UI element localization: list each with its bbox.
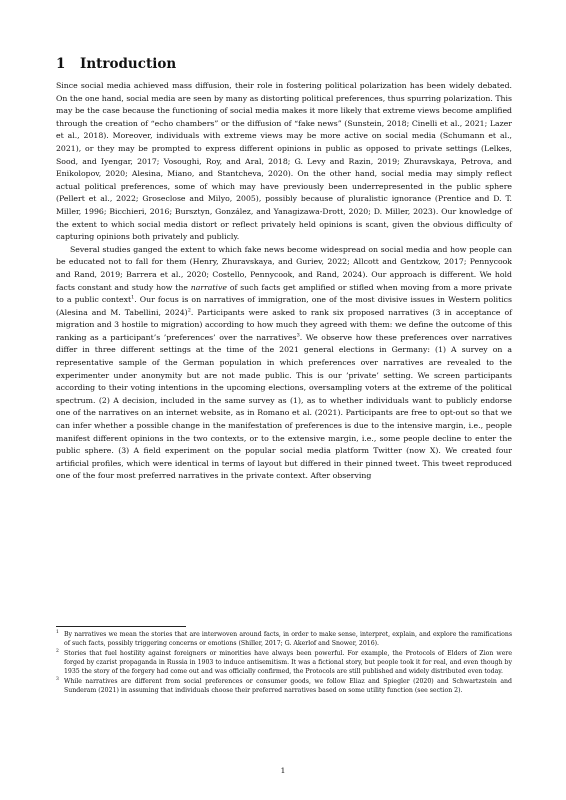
paragraph — [56, 244, 512, 483]
body-text — [56, 80, 512, 483]
footnote: 3 While narratives are different from social preferences or consumer goods, we follow Eliaz and Spiegler (2020) and Schwartzstein and Sunderam (2021) in assuming that individuals choose their preferred narratives based on some utility function (see section 2). — [56, 676, 512, 694]
section-number: 1 — [56, 56, 66, 72]
footnote: 2 Stories that fuel hostility against foreigners or minorities have always been powerful. For example, the Protocols of Elders of Zion were forged by czarist propaganda in Russia in 1903 to induce antisemitism. It was a fictional story, but people took it for real, and even though by 1935 the story of the forgery had come out and was officially confirmed, the Protocols are still published and widely distributed even today. — [56, 648, 512, 675]
footnote-ref: 3 — [296, 332, 300, 339]
footnote-text: Stories that fuel hostility against foreigners or minorities have always been powerful. For example, the Protocols of Elders of Zion were forged by czarist propaganda in Russia in 1903 to induce antisemitism. It was a fictional story, but people took it for real, and even though by 1935 the story of the forgery had come out and was officially confirmed, the Protocols are still published and widely distributed even today. — [64, 650, 512, 675]
paragraph — [56, 80, 512, 244]
text-run: . Our focus is on narratives of immigration, one of the most divisive issues in Western politics (Alesina and M. Tabellini, 2024) — [56, 295, 513, 317]
footnote: 1 By narratives we mean the stories that are interwoven around facts, in order to make sense, interpret, explain, and explore the ramifications of such facts, possibly triggering concerns or emotions (Shiller, 2017; G. Akerlof and Snower, 2016). — [56, 629, 512, 647]
footnote-divider — [56, 626, 186, 627]
footnote-ref: 1 — [131, 294, 135, 301]
text-run: . We observe how these preferences over narratives differ in three different settings at the time of the 2021 general elections in Germany: (1) A survey on a representative sample of the German population in which preferences over narratives are revealed to the experimenter under anonymity but are not made public. This is our ’private’ setting. We screen participants according to their voting intentions in the upcoming elections, oversampling voters at the extreme of the political spectrum. (2) A decision, included in the same survey as (1), as to whether individuals want to publicly endorse one of the narratives on an internet website, as in Romano et al. (2021). Participants are free to opt-out so that we can infer whether a possible change in the manifestation of preferences is due to the intensive margin, i.e., people manifest different opinions in the two contexts, or to the extensive margin, i.e., some people decline to enter the public sphere. (3) A field experiment on the popular social media platform Twitter (now X). We created four artificial profiles, which were identical in terms of layout but differed in their pinned tweet. This tweet reproduced one of the four most preferred narratives in the private context. After observing — [56, 332, 512, 481]
footnotes — [56, 630, 512, 696]
footnote-ref: 2 — [187, 307, 191, 314]
page-number: 1 — [280, 766, 286, 775]
emphasis: narrative — [190, 282, 227, 292]
footnote-text: By narratives we mean the stories that are interwoven around facts, in order to make sense, interpret, explain, and explore the ramifications of such facts, possibly triggering concerns or emotions (Shiller, 2017; G. Akerlof and Snower, 2016). — [64, 631, 512, 647]
section-title: Introduction — [80, 56, 177, 72]
footnote-text: While narratives are different from social preferences or consumer goods, we follow Eliaz and Spiegler (2020) and Schwartzstein and Sunderam (2021) in assuming that individuals choose their preferred narratives based on some utility function (see section 2). — [64, 678, 512, 694]
text-run: Several studies ganged the extent to which fake news become widespread on social media and how people can be educated not to fall for them (Henry, Zhuravskaya, and Guriev, 2022; Allcott and Gentzkow, 2017; Pennycook and Rand, 2019; Barrera et al., 2020; Costello, Pennycook, and Rand, 2024). Our approach is different. We hold facts constant and study how the — [56, 244, 512, 292]
text-run: of such facts get amplified or stifled when moving from a more private to a public context — [56, 282, 513, 305]
text-run: . Participants were asked to rank six proposed narratives (3 in acceptance of migration and 3 hostile to migration) according to how much they agreed with them: we define the outcome of this ranking as a participant’s ’preferences’ over the narratives — [56, 307, 512, 342]
text-run: Since social media achieved mass diffusion, their role in fostering political polarization has been widely debated. On the one hand, social media are seen by many as distorting political preferences, thus spurring polarization. This may be the case because the functioning of social media makes it more likely that extreme views become amplified through the creation of “echo chambers” or the diffusion of “fake news” (Sunstein, 2018; Cinelli et al., 2021; Lazer et al., 2018). Moreover, individuals with extreme views may be more active on social media (Schumann et al., 2021), or they may be prompted to express different opinions in public as opposed to private settings (Lelkes, Sood, and Iyengar, 2017; Vosoughi, Roy, and Aral, 2018; G. Levy and Razin, 2019; Zhuravskaya, Petrova, and Enikolopov, 2020; Alesina, Miano, and Stantcheva, 2020). On the other hand, social media may simply reflect actual political preferences, some of which may have previously been underrepresented in the public sphere (Pellert et al., 2022; Groseclose and Milyo, 2005), possibly because of pluralistic ignorance (Prentice and D. T. Miller, 1996; Bicchieri, 2016; Bursztyn, González, and Yanagizawa-Drott, 2020; D. Miller, 2023). Our knowledge of the extent to which social media distort or reflect privately held opinions is scant, given the obvious difficulty of capturing opinions both privately and publicly. — [56, 81, 512, 242]
section-heading — [56, 56, 176, 72]
